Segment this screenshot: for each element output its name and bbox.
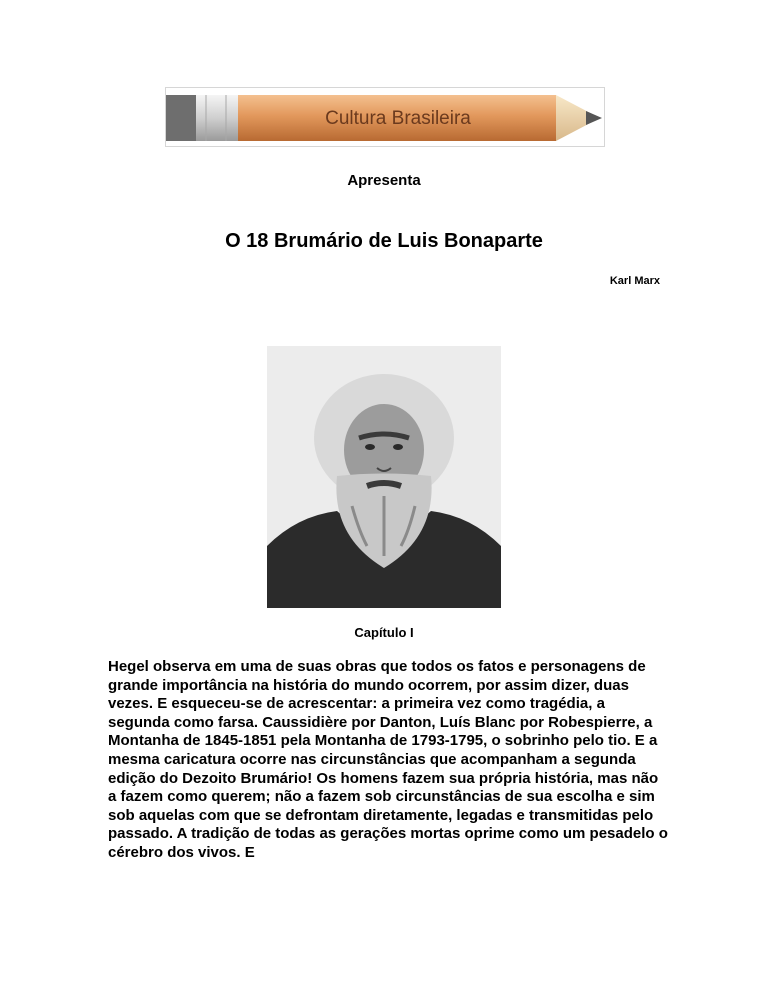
eraser-shadow [166, 95, 196, 141]
pencil-icon [166, 88, 605, 147]
author-name: Karl Marx [609, 275, 660, 287]
presents-label: Apresenta [347, 172, 421, 189]
pencil-ferrule [196, 95, 238, 141]
chapter-paragraph: Hegel observa em uma de suas obras que todos os fatos e personagens de grande importância na história do mundo ocorrem, por assim dizer, duas vezes. E esqueceu-se de acrescentar: a primeira vez como tragédia, a segunda como farsa. Caussidière por Danton, Luís Blanc por Robespierre, a Montanha de 1845-1851 pela Montanha de 1793-1795, o sobrinho pelo tio. E a mesma caricatura ocorre nas circunstâncias que acompanham a segunda edição do Dezoito Brumário! Os homens fazem sua própria história, mas não a fazem como querem; não a fazem sob circunstâncias de sua escolha e sim sob aquelas com que se defrontam diretamente, legadas e transmitidas pelo passado. A tradição de todas as gerações mortas oprime como um pesadelo o cérebro dos vivos. E [108, 658, 668, 861]
cultura-brasileira-logo-banner [165, 87, 605, 147]
chapter-heading: Capítulo I [354, 625, 414, 640]
pencil-lead [586, 111, 602, 125]
page-title: O 18 Brumário de Luis Bonaparte [225, 230, 543, 252]
portrait-photo-icon [267, 346, 501, 608]
author-portrait [267, 346, 501, 608]
logo-text: Cultura Brasileira [325, 108, 471, 129]
